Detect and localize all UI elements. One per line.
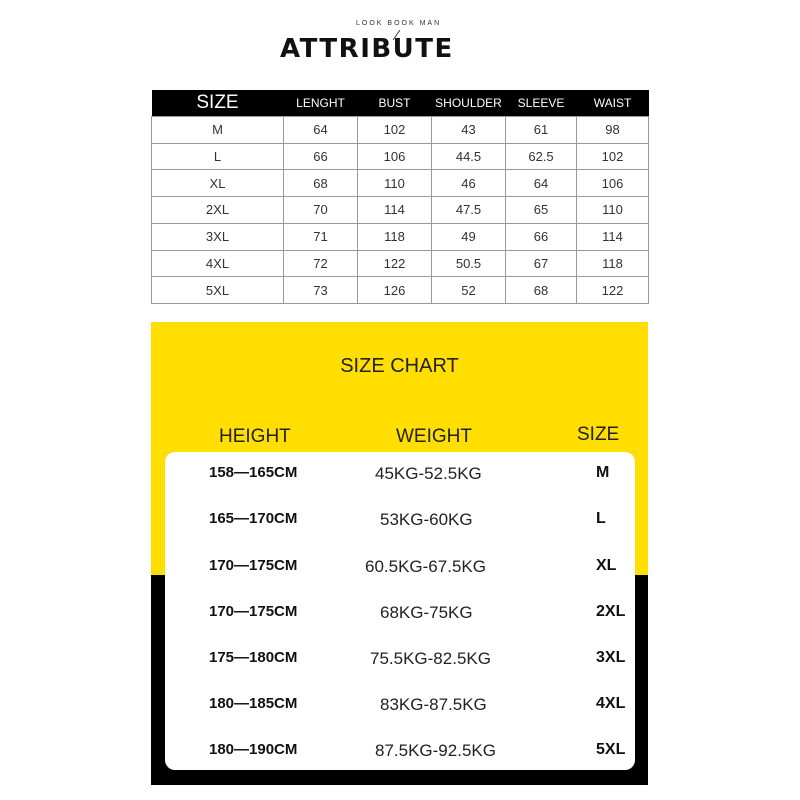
attribute-table-header (152, 90, 649, 117)
table-cell: 3XL (152, 223, 284, 250)
size-chart-panel (151, 322, 648, 785)
table-cell: 110 (358, 170, 432, 197)
table-cell: 114 (577, 223, 649, 250)
table-cell: 47.5 (432, 197, 506, 224)
table-cell: 65 (506, 197, 577, 224)
size-chart-row (165, 741, 635, 765)
column-header-sleeve: SLEEVE (506, 90, 577, 117)
size-chart-row (165, 510, 635, 534)
table-cell: 4XL (152, 250, 284, 277)
size-label: M (596, 464, 610, 481)
weight-range: 68KG-75KG (380, 603, 473, 622)
table-cell: 43 (432, 117, 506, 144)
height-range: 158—165CM (209, 464, 298, 481)
table-cell: 106 (358, 143, 432, 170)
table-cell: 64 (284, 117, 358, 144)
table-cell: M (152, 117, 284, 144)
height-range: 170—175CM (209, 603, 298, 620)
table-row (152, 197, 649, 224)
height-range: 180—185CM (209, 695, 298, 712)
column-header-length: LENGHT (284, 90, 358, 117)
table-cell: 2XL (152, 197, 284, 224)
weight-range: 75.5KG-82.5KG (370, 649, 491, 668)
table-cell: 118 (358, 223, 432, 250)
size-label: XL (596, 557, 617, 574)
table-cell: 102 (358, 117, 432, 144)
size-label: 3XL (596, 649, 626, 666)
table-cell: 98 (577, 117, 649, 144)
table-cell: 68 (284, 170, 358, 197)
height-range: 165—170CM (209, 510, 298, 527)
weight-header: WEIGHT (396, 426, 472, 447)
table-cell: 110 (577, 197, 649, 224)
table-cell: 67 (506, 250, 577, 277)
size-label: 2XL (596, 603, 626, 620)
column-header-waist: WAIST (577, 90, 649, 117)
table-cell: 66 (506, 223, 577, 250)
table-row (152, 223, 649, 250)
table-cell: 106 (577, 170, 649, 197)
size-header: SIZE (577, 424, 620, 445)
table-cell: 62.5 (506, 143, 577, 170)
size-label: L (596, 510, 606, 527)
height-range: 175—180CM (209, 649, 298, 666)
size-chart-row (165, 557, 635, 581)
table-cell: 118 (577, 250, 649, 277)
size-chart-row (165, 464, 635, 488)
table-cell: 126 (358, 277, 432, 304)
table-cell: 122 (358, 250, 432, 277)
table-cell: 73 (284, 277, 358, 304)
table-cell: 70 (284, 197, 358, 224)
table-row (152, 170, 649, 197)
weight-range: 53KG-60KG (380, 510, 473, 529)
weight-range: 45KG-52.5KG (375, 464, 482, 483)
size-label: 4XL (596, 695, 626, 712)
table-cell: 50.5 (432, 250, 506, 277)
table-row (152, 117, 649, 144)
height-range: 170—175CM (209, 557, 298, 574)
table-cell: 72 (284, 250, 358, 277)
column-header-shoulder: SHOULDER (432, 90, 506, 117)
height-range: 180—190CM (209, 741, 298, 758)
table-row (152, 143, 649, 170)
table-cell: 49 (432, 223, 506, 250)
table-row (152, 250, 649, 277)
table-cell: 122 (577, 277, 649, 304)
column-header-bust: BUST (358, 90, 432, 117)
table-cell: 66 (284, 143, 358, 170)
size-chart-row (165, 649, 635, 673)
table-row (152, 277, 649, 304)
weight-range: 87.5KG-92.5KG (375, 741, 496, 760)
weight-range: 83KG-87.5KG (380, 695, 487, 714)
table-cell: 61 (506, 117, 577, 144)
page-title: ATTRIBUTE (280, 34, 454, 64)
table-cell: XL (152, 170, 284, 197)
table-cell: 68 (506, 277, 577, 304)
size-chart-title: SIZE CHART (340, 355, 459, 377)
weight-range: 60.5KG-67.5KG (365, 557, 486, 576)
table-cell: 64 (506, 170, 577, 197)
table-cell: 114 (358, 197, 432, 224)
table-cell: 52 (432, 277, 506, 304)
table-cell: 46 (432, 170, 506, 197)
size-label: 5XL (596, 741, 626, 758)
size-chart-row (165, 695, 635, 719)
attribute-table (151, 90, 649, 304)
table-cell: L (152, 143, 284, 170)
size-chart-card (165, 452, 635, 770)
table-cell: 102 (577, 143, 649, 170)
height-header: HEIGHT (219, 426, 291, 447)
size-chart-row (165, 603, 635, 627)
brand-tagline: LOOK BOOK MAN (356, 20, 442, 27)
table-cell: 5XL (152, 277, 284, 304)
table-cell: 71 (284, 223, 358, 250)
column-header-size: SIZE (152, 90, 284, 117)
table-cell: 44.5 (432, 143, 506, 170)
